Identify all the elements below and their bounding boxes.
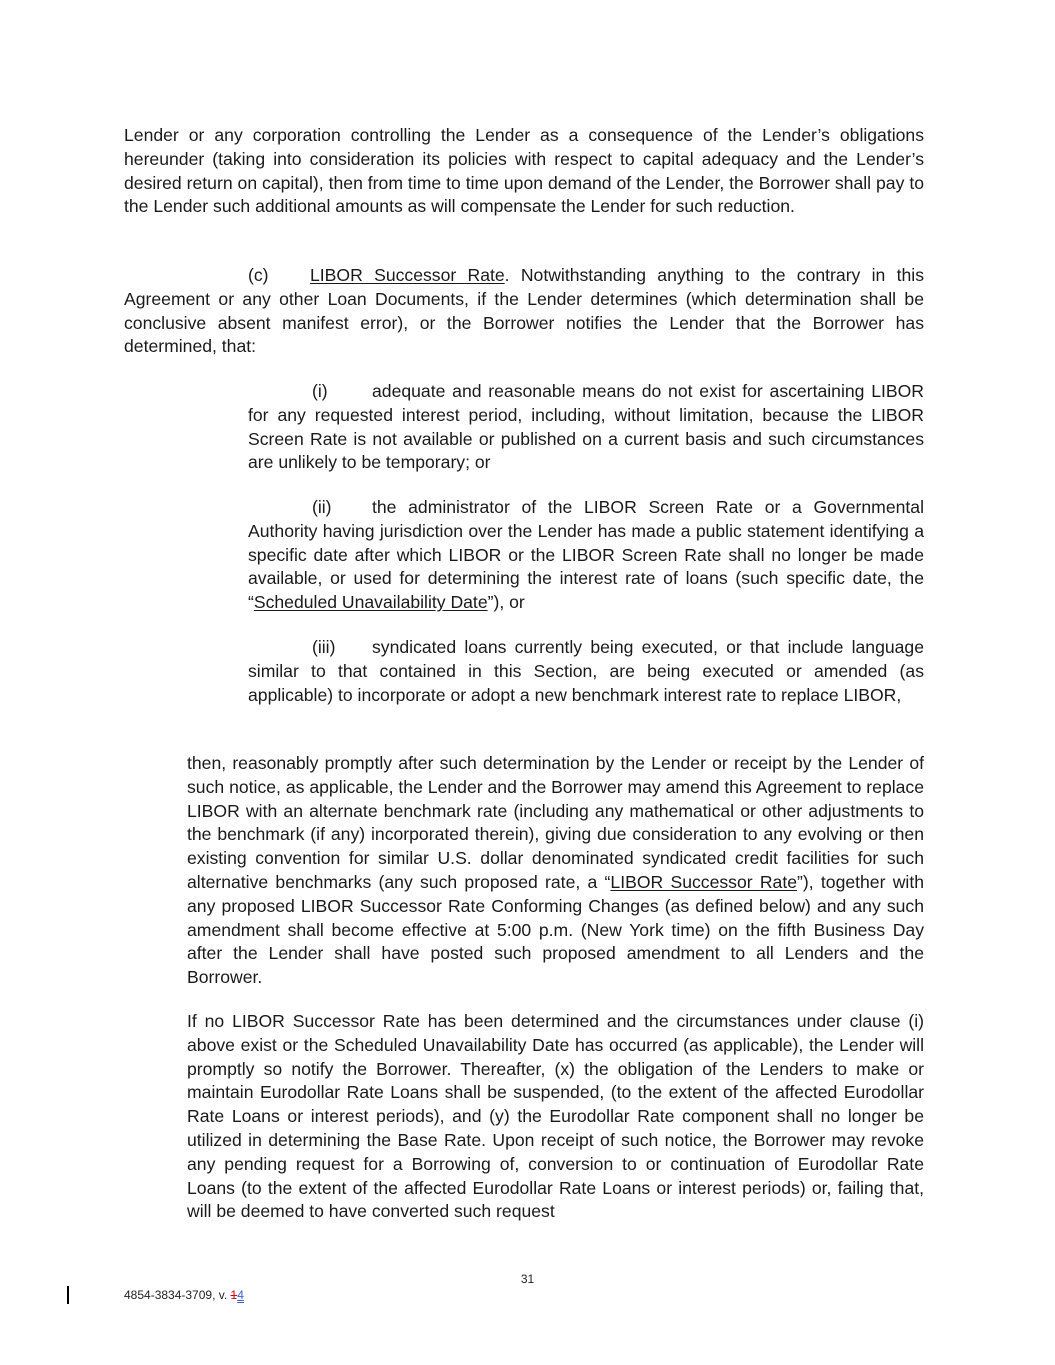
then-paragraph xyxy=(187,752,924,990)
paragraph-continuation: Lender or any corporation controlling the Lender as a consequence of the Lender’s obligations hereunder (taking into consideration its policies with respect to capital adequacy and the Lender’s desired return on capital), then from time to time upon demand of the Lender, the Borrower shall pay to the Lender such additional amounts as will compensate the Lender for such reduction. xyxy=(124,125,924,217)
clause-iii-text: syndicated loans currently being executed, or that include language similar to that contained in this Section, are being executed or amended (as applicable) to incorporate or adopt a new benchmark interest rate to replace LIBOR, xyxy=(248,637,924,705)
document-id xyxy=(124,1288,244,1302)
clause-ii-label: (ii) xyxy=(312,497,332,517)
page-number: 31 xyxy=(520,1272,535,1286)
if-no-libor-paragraph: If no LIBOR Successor Rate has been determined and the circumstances under clause (i) above exist or the Scheduled Unavailability Date has occurred (as applicable), the Lender will promptly so notify the Borrower. Thereafter, (x) the obligation of the Lenders to make or maintain Eurodollar Rate Loans shall be suspended, (to the extent of the affected Eurodollar Rate Loans or interest periods), and (y) the Eurodollar Rate component shall no longer be utilized in determining the Base Rate. Upon receipt of such notice, the Borrower may revoke any pending request for a Borrowing of, conversion to or continuation of Eurodollar Rate Loans (to the extent of the affected Eurodollar Rate Loans or interest periods) or, failing that, will be deemed to have converted such request xyxy=(187,1011,924,1222)
section-c-text: . Notwithstanding anything to the contrary in this Agreement or any other Loan Documents, if the Lender determines (which determination shall be conclusive absent manifest error), or the Borrower notifies the Lender that the Borrower has determined, that: xyxy=(124,265,924,357)
defined-term-libor-successor-rate: LIBOR Successor Rate xyxy=(610,871,798,892)
clause-iii-label: (iii) xyxy=(312,637,336,657)
revision-change-bar xyxy=(67,1286,69,1304)
clause-ii-text: the administrator of the LIBOR Screen Rate or a Governmental Authority having jurisdiction over the Lender has made a public statement identifying a specific date after which LIBOR or the LIBOR Screen Rate shall no longer be made available, or used for determining the interest rate of loans (such specific date, the “ xyxy=(248,497,924,613)
clause-i-label: (i) xyxy=(312,381,328,401)
clause-ii xyxy=(248,496,924,615)
section-c-paragraph xyxy=(124,264,924,359)
version-deleted: 1 xyxy=(230,1288,238,1302)
clause-i xyxy=(248,380,924,475)
clause-i-text: adequate and reasonable means do not exist for ascertaining LIBOR for any requested interest period, including, without limitation, because the LIBOR Screen Rate is not available or published on a current basis and such circumstances are unlikely to be temporary; or xyxy=(248,381,924,473)
section-c-label: (c) xyxy=(248,265,269,285)
then-paragraph-text: then, reasonably promptly after such determination by the Lender or receipt by the Lender of such notice, as applicable, the Lender and the Borrower may amend this Agreement to replace LIBOR with an alternate benchmark rate (including any mathematical or other adjustments to the benchmark (if any) incorporated therein), giving due consideration to any evolving or then existing convention for similar U.S. dollar denominated syndicated credit facilities for such alternative benchmarks (any such proposed rate, a “ xyxy=(187,753,924,892)
defined-term-scheduled-unavailability-date: Scheduled Unavailability Date xyxy=(253,592,488,613)
section-c-heading: LIBOR Successor Rate xyxy=(310,265,505,285)
version-inserted: 4 xyxy=(237,1288,244,1302)
clause-ii-text-end: ”), or xyxy=(487,592,525,613)
then-paragraph-text-end: ”), together with any proposed LIBOR Successor Rate Conforming Changes (as defined below) and any such amendment shall become effective at 5:00 p.m. (New York time) on the fifth Business Day after the Lender shall have posted such proposed amendment to all Lenders and the Borrower. xyxy=(187,871,924,988)
document-id-text: 4854-3834-3709, v. xyxy=(124,1288,231,1302)
clause-iii xyxy=(248,636,924,707)
